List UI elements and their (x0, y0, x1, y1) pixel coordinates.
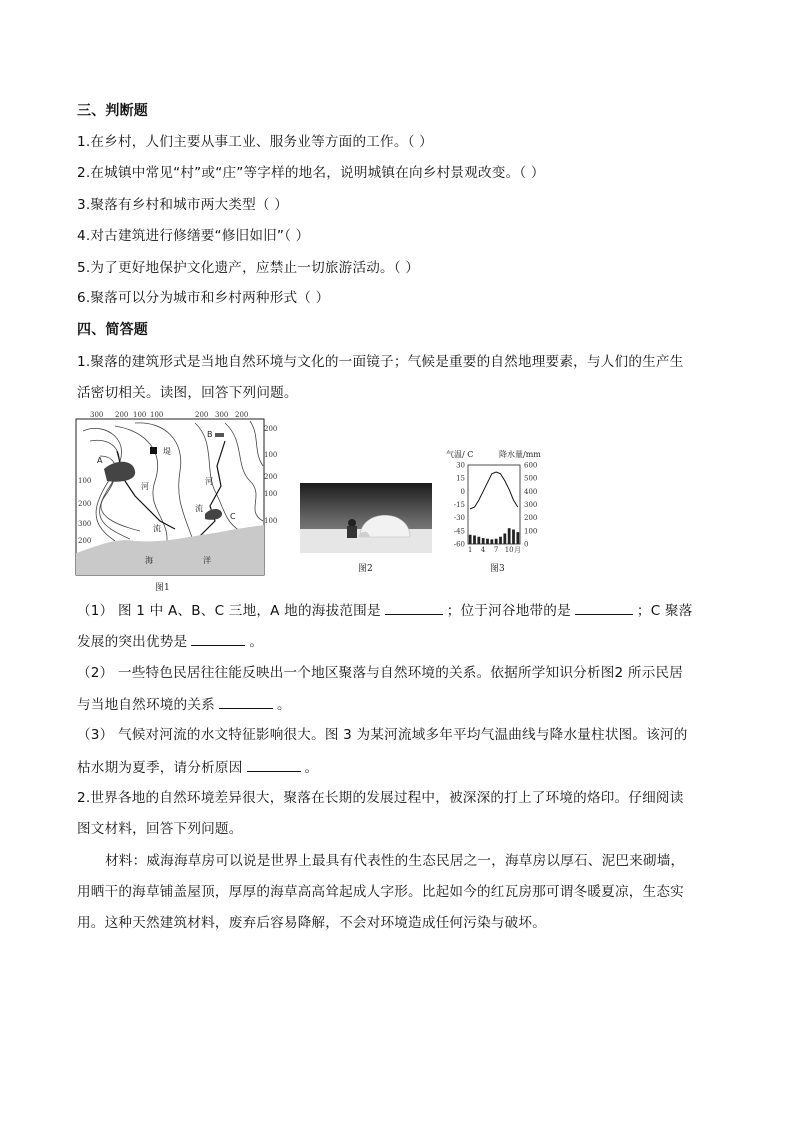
judgment-item-1: 1.在乡村，人们主要从事工业、服务业等方面的工作。（ ） (77, 134, 433, 150)
svg-text:300: 300 (215, 411, 229, 419)
y-right-tick-label: 200 (524, 514, 538, 523)
precipitation-bar (499, 537, 502, 544)
svg-text:堤: 堤 (163, 447, 171, 456)
figure-2-photo (300, 483, 432, 553)
material-line1: 材料：威海海草房可以说是世界上最具有代表性的生态民居之一，海草房以厚石、泥巴来砌墙， (105, 853, 685, 869)
svg-text:200: 200 (115, 411, 129, 419)
precipitation-bar (473, 535, 476, 544)
material-line2: 用晒干的海草铺盖屋顶，厚厚的海草高高耸起成人字形。比起如今的红瓦房那可谓冬暖夏凉，生态实 (77, 884, 684, 900)
figure-1-map (75, 411, 278, 579)
y-left-label: 气温/ C (446, 450, 474, 459)
q1-sub2-line2 (77, 694, 291, 715)
svg-text:300: 300 (78, 520, 92, 528)
temperature-line (470, 472, 518, 509)
settlement-b (215, 433, 224, 437)
y-right-label: 降水量/mm (499, 450, 541, 459)
q1-sub3-line2 (77, 757, 318, 778)
y-right-tick-label: 300 (524, 501, 538, 509)
q1-intro-line2: 活密切相关。读图，回答下列问题。 (77, 385, 298, 401)
precipitation-bar (490, 539, 493, 544)
y-left-tick-label: 30 (456, 461, 465, 470)
svg-text:洋: 洋 (203, 556, 211, 565)
x-tick-label: 7 (493, 546, 499, 554)
svg-text:100: 100 (78, 477, 92, 485)
svg-text:100: 100 (264, 490, 278, 498)
q1-sub2-text-c: 。 (276, 697, 291, 713)
q1-sub1-text-c: ；C 聚落 (636, 603, 693, 619)
judgment-item-3: 3.聚落有乡村和城市两大类型（ ） (77, 197, 289, 213)
precipitation-bar (512, 530, 515, 544)
judgment-item-4: 4.对古建筑进行修缮要“修旧如旧”（ ） (77, 228, 310, 244)
y-left-tick-label: 0 (460, 487, 465, 496)
judgment-item-2: 2.在城镇中常见“村”或“庄”等字样的地名，说明城镇在向乡村景观改变。（ ） (77, 165, 545, 181)
y-right-tick-label: 0 (524, 540, 529, 549)
q1-sub1-text-d: 发展的突出优势是 (77, 634, 188, 650)
svg-text:100: 100 (264, 451, 278, 459)
svg-text:C: C (230, 512, 236, 521)
q1-sub1-text-b: ；位于河谷地带的是 (446, 603, 571, 619)
judgment-item-6: 6.聚落可以分为城市和乡村两种形式（ ） (77, 290, 330, 306)
y-left-tick-label: -15 (453, 501, 465, 509)
q1-sub1-line1 (77, 600, 693, 621)
igloo-photo (300, 483, 432, 553)
precipitation-bar (495, 539, 498, 544)
material-line3: 用。这种天然建筑材料，废弃后容易降解，不会对环境造成任何污染与破坏。 (77, 915, 546, 931)
svg-text:河: 河 (141, 482, 149, 491)
svg-text:200: 200 (264, 473, 278, 481)
y-right-tick-label: 600 (524, 461, 538, 470)
y-right-tick-label: 400 (524, 487, 538, 496)
svg-text:200: 200 (235, 411, 249, 419)
figure-3-caption: 图3 (490, 564, 505, 574)
q1-intro-line1: 1.聚落的建筑形式是当地自然环境与文化的一面镜子；气候是重要的自然地理要素，与人们的生产生 (77, 354, 684, 370)
judgment-item-5: 5.为了更好地保护文化遗产，应禁止一切旅游活动。（ ） (77, 260, 420, 276)
person-figure (348, 519, 356, 527)
answer-blank-1[interactable] (385, 600, 443, 615)
precipitation-bar (469, 535, 472, 544)
precipitation-bar (477, 537, 480, 544)
y-left-tick-label: -60 (453, 540, 465, 549)
x-tick-label: 4 (480, 546, 486, 554)
precipitation-bar (516, 532, 519, 544)
answer-blank-2[interactable] (575, 600, 633, 615)
figure-3-climate-chart (444, 448, 564, 558)
x-axis-unit: 月 (514, 546, 521, 554)
q2-intro-line1: 2.世界各地的自然环境差异很大，聚落在长期的发展过程中，被深深的打上了环境的烙印。仔细阅读 (77, 790, 684, 806)
precipitation-bar (486, 539, 489, 544)
section-heading-short-answer: 四、简答题 (77, 322, 148, 338)
svg-text:河: 河 (205, 477, 213, 486)
answer-blank-4[interactable] (219, 694, 273, 709)
svg-text:200: 200 (78, 500, 92, 508)
precipitation-bar (503, 533, 506, 544)
svg-text:300: 300 (90, 411, 104, 419)
answer-blank-5[interactable] (247, 757, 301, 772)
q1-sub2-line1: （2） 一些特色民居往往能反映出一个地区聚落与自然环境的关系。依据所学知识分析图2 所示民居 (77, 665, 684, 681)
climate-chart-svg (444, 448, 564, 558)
dam-marker (150, 447, 157, 454)
q1-sub3-text-c: 。 (304, 760, 319, 776)
svg-text:100: 100 (133, 411, 147, 419)
svg-text:B: B (207, 430, 213, 439)
precipitation-bar (482, 538, 485, 544)
q1-sub1-text-a: （1） 图 1 中 A、B、C 三地，A 地的海拔范围是 (77, 603, 381, 619)
x-tick-label: 1 (467, 546, 473, 554)
svg-text:A: A (97, 456, 103, 465)
q1-sub2-text-b: 与当地自然环境的关系 (77, 697, 215, 713)
svg-text:200: 200 (264, 425, 278, 433)
q1-sub1-line2 (77, 631, 263, 652)
y-left-tick-label: -30 (453, 514, 465, 523)
svg-text:200: 200 (78, 537, 92, 545)
q1-sub1-text-e: 。 (249, 634, 264, 650)
figure-1-caption: 图1 (155, 583, 170, 593)
q1-sub3-line1: （3） 气候对河流的水文特征影响很大。图 3 为某河流域多年平均气温曲线与降水量柱状图。该河的 (77, 727, 688, 743)
q2-intro-line2: 图文材料，回答下列问题。 (77, 821, 243, 837)
x-tick-label: 10 (504, 546, 514, 554)
svg-text:海: 海 (145, 556, 153, 565)
y-right-tick-label: 500 (524, 474, 538, 483)
svg-text:100: 100 (150, 411, 164, 419)
svg-text:200: 200 (195, 411, 209, 419)
precipitation-bar (508, 528, 511, 544)
contour-map (75, 411, 278, 579)
section-heading-judgment: 三、判断题 (77, 103, 148, 119)
y-left-tick-label: -45 (453, 527, 465, 536)
q1-sub3-text-b: 枯水期为夏季，请分析原因 (77, 760, 243, 776)
svg-text:流: 流 (153, 524, 161, 533)
answer-blank-3[interactable] (191, 631, 245, 646)
svg-text:100: 100 (264, 517, 278, 525)
y-right-tick-label: 100 (524, 527, 538, 536)
y-left-tick-label: 15 (456, 474, 465, 483)
figure-2-caption: 图2 (358, 564, 373, 574)
svg-text:流: 流 (195, 504, 203, 513)
